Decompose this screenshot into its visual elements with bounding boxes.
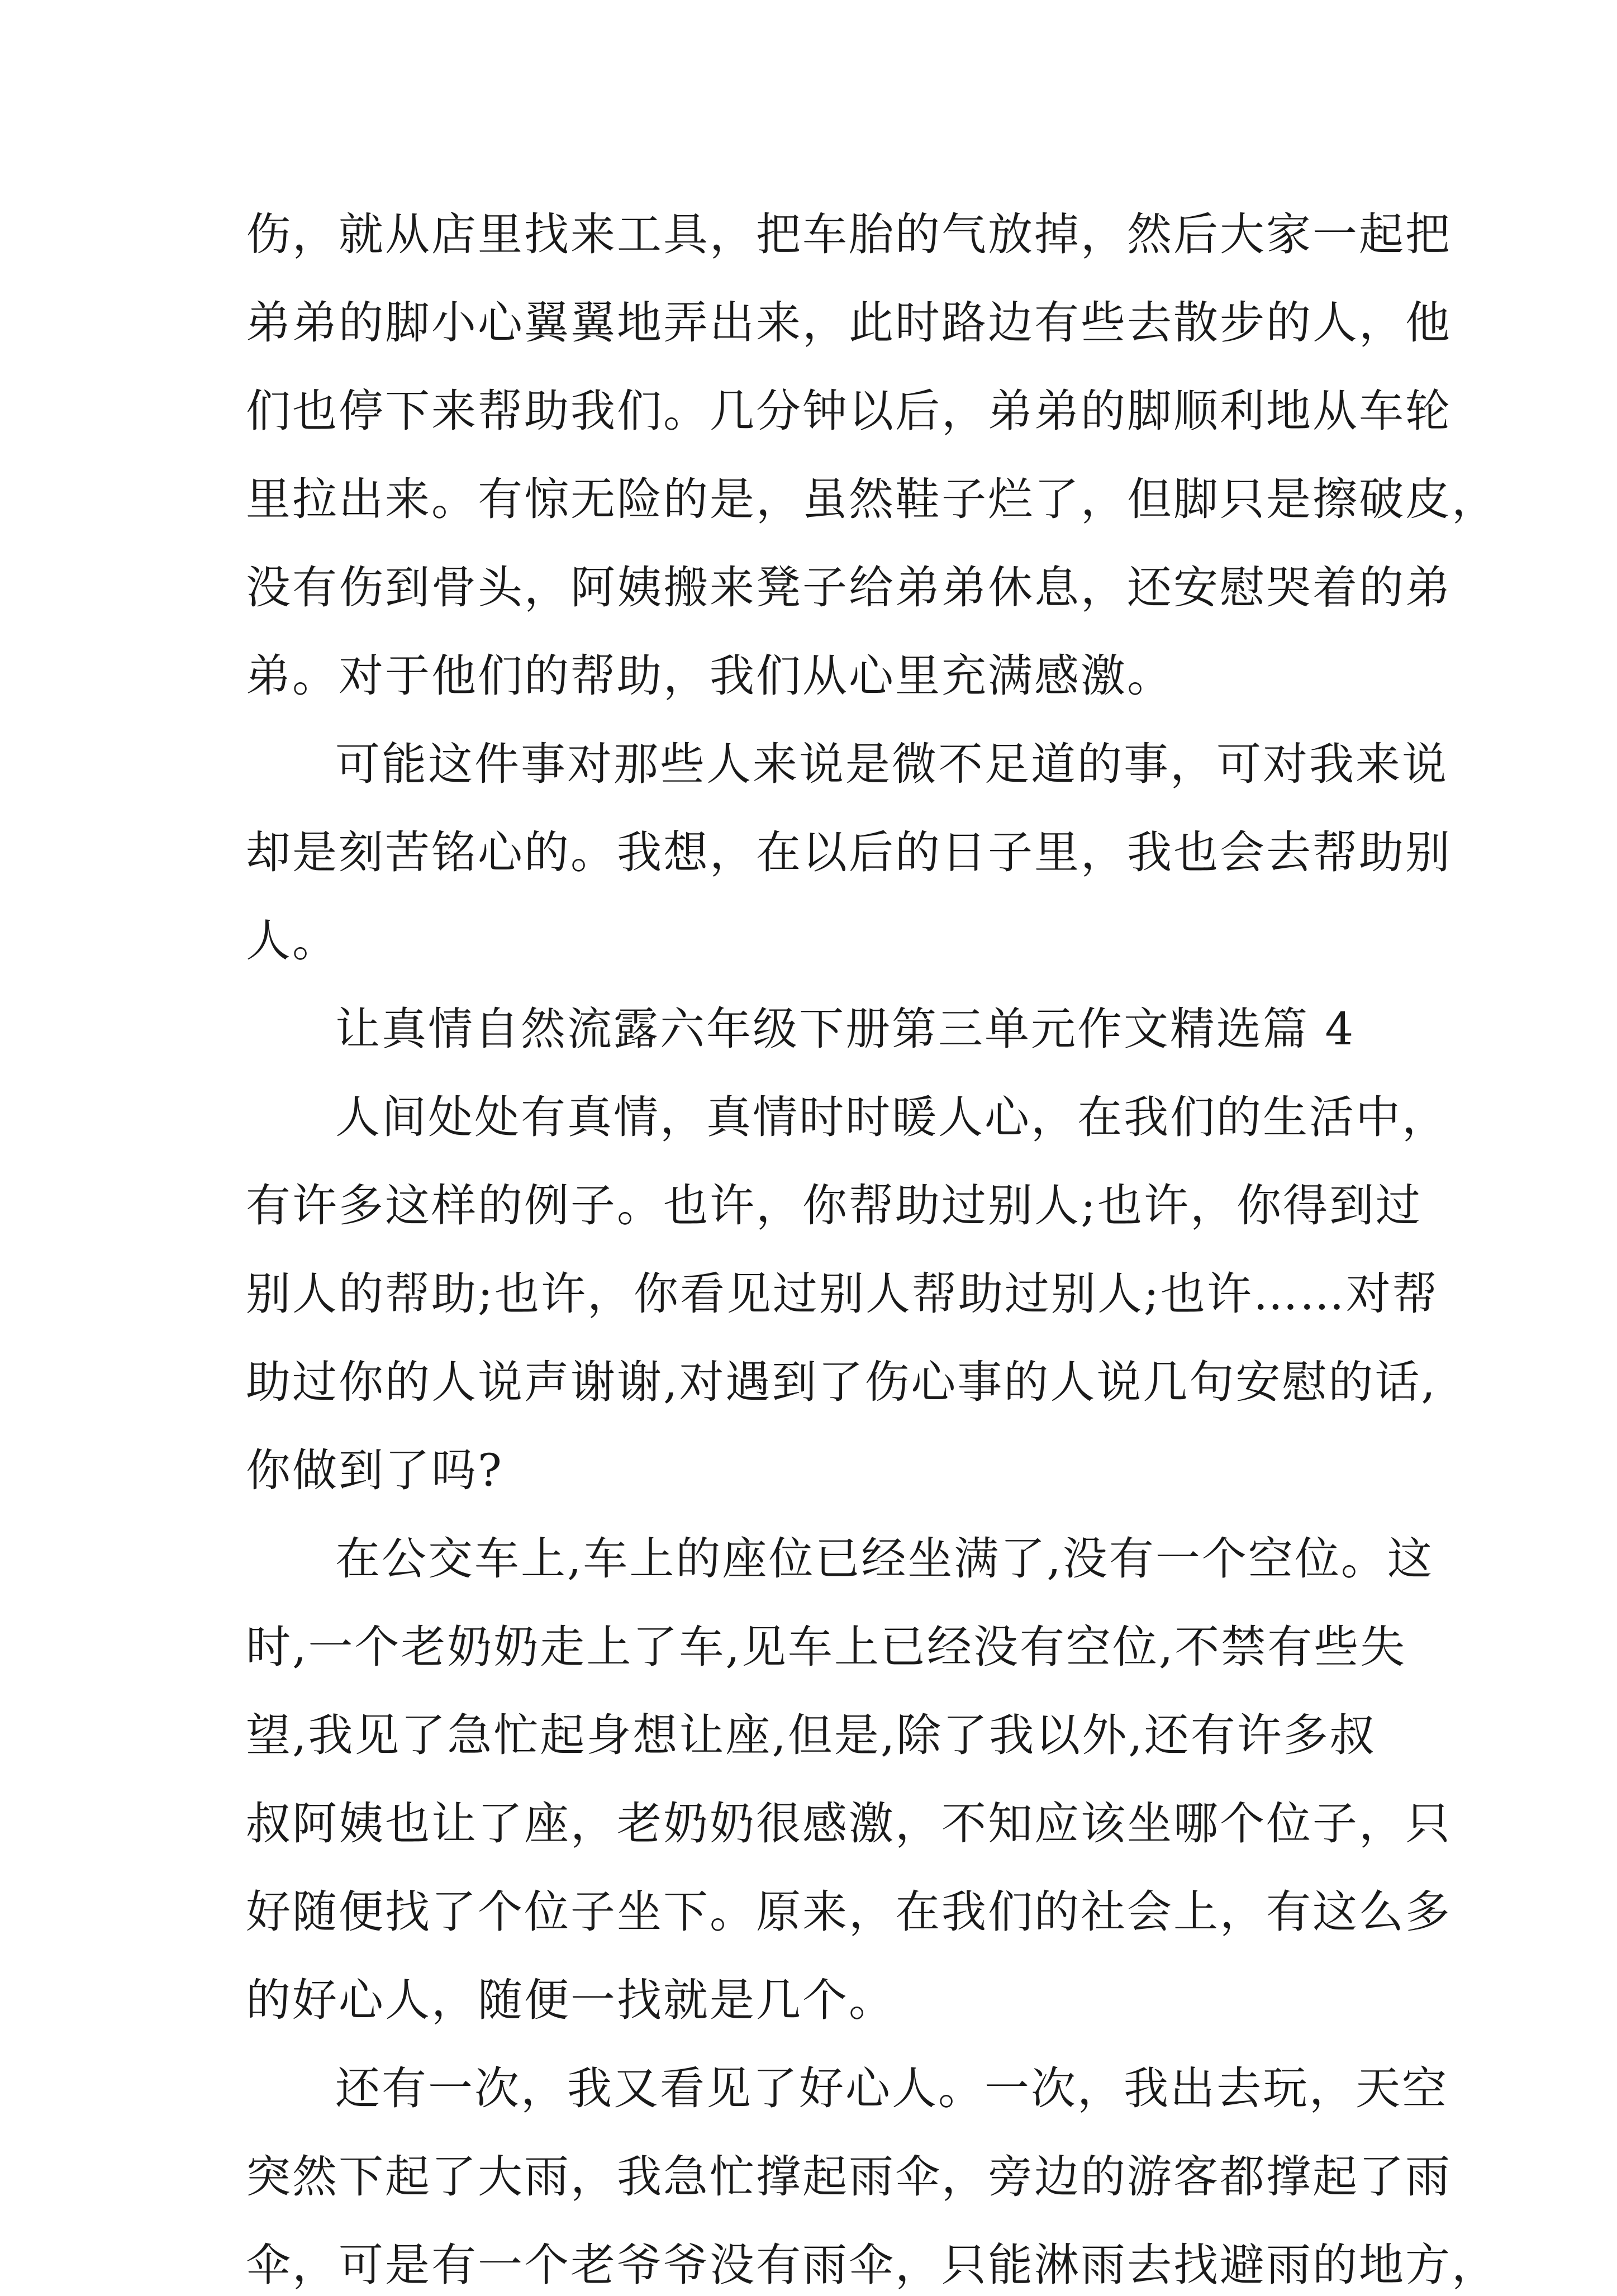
- text-line: 却是刻苦铭心的。我想，在以后的日子里，我也会去帮助别: [246, 826, 1452, 878]
- paragraph-first-line: 在公交车上,车上的座位已经坐满了,没有一个空位。这: [335, 1533, 1434, 1585]
- text-line: 弟弟的脚小心翼翼地弄出来，此时路边有些去散步的人，他: [246, 297, 1452, 349]
- text-line: 弟。对于他们的帮助，我们从心里充满感激。: [246, 650, 1173, 702]
- text-line: 们也停下来帮助我们。几分钟以后，弟弟的脚顺利地从车轮: [246, 385, 1452, 437]
- text-line: 时,一个老奶奶走上了车,见车上已经没有空位,不禁有些失: [246, 1621, 1407, 1673]
- text-line: 助过你的人说声谢谢,对遇到了伤心事的人说几句安慰的话,: [246, 1356, 1437, 1408]
- text-line: 有许多这样的例子。也许，你帮助过别人;也许，你得到过: [246, 1180, 1422, 1232]
- text-line: 别人的帮助;也许，你看见过别人帮助过别人;也许……对帮: [246, 1268, 1439, 1320]
- text-line: 伤，就从店里找来工具，把车胎的气放掉，然后大家一起把: [246, 208, 1452, 260]
- text-line: 好随便找了个位子坐下。原来，在我们的社会上，有这么多: [246, 1886, 1452, 1938]
- text-line: 突然下起了大雨，我急忙撑起雨伞，旁边的游客都撑起了雨: [246, 2151, 1452, 2203]
- text-line: 人。: [246, 915, 339, 967]
- text-line: 没有伤到骨头，阿姨搬来凳子给弟弟休息，还安慰哭着的弟: [246, 562, 1452, 614]
- text-line: 叔阿姨也让了座，老奶奶很感激，不知应该坐哪个位子，只: [246, 1798, 1452, 1850]
- paragraph-first-line: 还有一次，我又看见了好心人。一次，我出去玩，天空: [335, 2062, 1448, 2114]
- text-line: 伞，可是有一个老爷爷没有雨伞，只能淋雨去找避雨的地方，: [246, 2239, 1498, 2291]
- text-line: 里拉出来。有惊无险的是，虽然鞋子烂了，但脚只是擦破皮，: [246, 473, 1498, 525]
- text-line: 的好心人，随便一找就是几个。: [246, 1974, 895, 2026]
- paragraph-first-line: 可能这件事对那些人来说是微不足道的事，可对我来说: [335, 738, 1448, 790]
- paragraph-first-line: 人间处处有真情，真情时时暖人心，在我们的生活中，: [335, 1091, 1448, 1143]
- text-line: 你做到了吗?: [246, 1444, 503, 1496]
- text-line: 望,我见了急忙起身想让座,但是,除了我以外,还有许多叔: [246, 1709, 1376, 1761]
- section-heading: 让真情自然流露六年级下册第三单元作文精选篇 4: [335, 1003, 1356, 1055]
